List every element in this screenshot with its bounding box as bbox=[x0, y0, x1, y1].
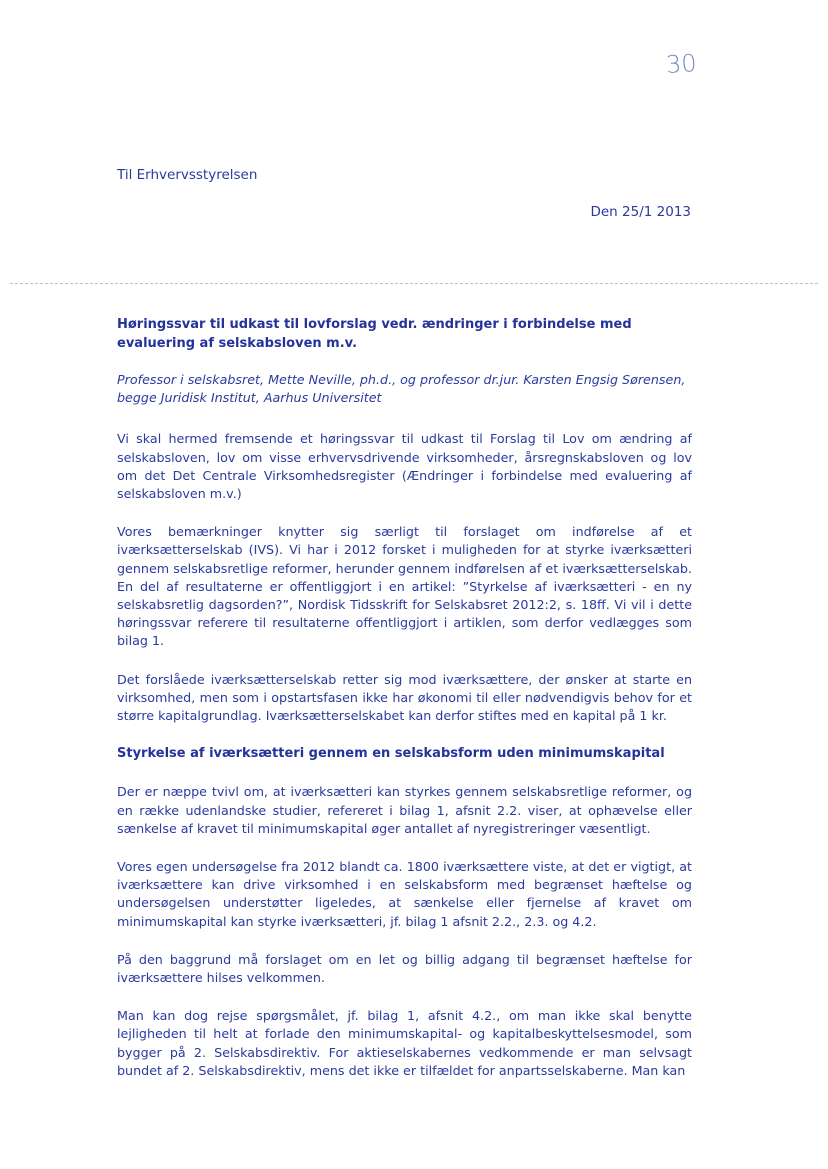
document-title: Høringssvar til udkast til lovforslag vedr. ændringer i forbindelse med evaluering af selskabsloven m.v. bbox=[117, 317, 632, 351]
paragraph: Man kan dog rejse spørgsmålet, jf. bilag 1, afsnit 4.2., om man ikke skal benytte lejligheden til helt at forlade den minimumskapital- og kapitalbeskyttelsesmodel, som bygger på 2. Selskabsdirektiv. For aktieselskabernes vedkommende er man selvsagt bundet af 2. Selskabsdirektiv, mens det ikke er tilfældet for anpartsselskaberne. Man kan bbox=[117, 1008, 692, 1078]
paragraph: Vores bemærkninger knytter sig særligt til forslaget om indførelse af et iværksætterselskab (IVS). Vi har i 2012 forsket i muligheden for at styrke iværksætteri gennem selskabsretlige reformer, herunder gennem indførelsen af et iværksætterselskab. En del af resultaterne er offentliggjort i en artikel: ”Styrkelse af iværksætteri - en ny selskabsretlig dagsorden?”, Nordisk Tidsskrift for Selskabsret 2012:2, s. 18ff. Vi vil i dette høringssvar referere til resultaterne offentliggjort i artiklen, som derfor vedlægges som bilag 1. bbox=[117, 524, 692, 649]
paragraph: Vores egen undersøgelse fra 2012 blandt ca. 1800 iværksættere viste, at det er vigtigt, at iværksættere kan drive virksomhed i en selskabsform med begrænset hæftelse og undersøgelsen understøtter ligeledes, at sænkelse eller fjernelse af kravet om minimumskapital kan styrke iværksætteri, jf. bilag 1 afsnit 2.2., 2.3. og 4.2. bbox=[117, 859, 692, 929]
recipient-line: Til Erhvervsstyrelsen bbox=[117, 167, 258, 183]
paragraph: Vi skal hermed fremsende et høringssvar til udkast til Forslag til Lov om ændring af selskabsloven, lov om visse erhvervsdrivende virksomheder, årsregnskabsloven og lov om det Det Centrale Virksomhedsregister (Ændringer i forbindelse med evaluering af selskabsloven m.v.) bbox=[117, 431, 692, 502]
paragraph: Der er næppe tvivl om, at iværksætteri kan styrkes gennem selskabsretlige reformer, og en række udenlandske studier, refereret i bilag 1, afsnit 2.2. viser, at ophævelse eller sænkelse af kravet til minimumskapital øger antallet af nyregistreringer væsentligt. bbox=[117, 784, 692, 836]
paragraph: Det forslåede iværksætterselskab retter sig mod iværksættere, der ønsker at starte en virksomhed, men som i opstartsfasen ikke har økonomi til eller nødvendigvis behov for et større kapitalgrundlag. Iværksætterselskabet kan derfor stiftes med en kapital på 1 kr. bbox=[117, 671, 692, 724]
letter-date: Den 25/1 2013 bbox=[590, 204, 691, 220]
handwritten-page-number: 30 bbox=[665, 48, 698, 80]
section-heading: Styrkelse af iværksætteri gennem en selskabsform uden minimumskapital bbox=[117, 746, 665, 762]
letter-body bbox=[117, 315, 692, 1100]
authors-line: Professor i selskabsret, Mette Neville, ph.d., og professor dr.jur. Karsten Engsig Sørensen, begge Juridisk Institut, Aarhus Universitet bbox=[117, 372, 686, 406]
paragraph: På den baggrund må forslaget om en let og billig adgang til begrænset hæftelse for iværksættere hilses velkommen. bbox=[117, 951, 692, 986]
page-divider bbox=[10, 283, 818, 284]
